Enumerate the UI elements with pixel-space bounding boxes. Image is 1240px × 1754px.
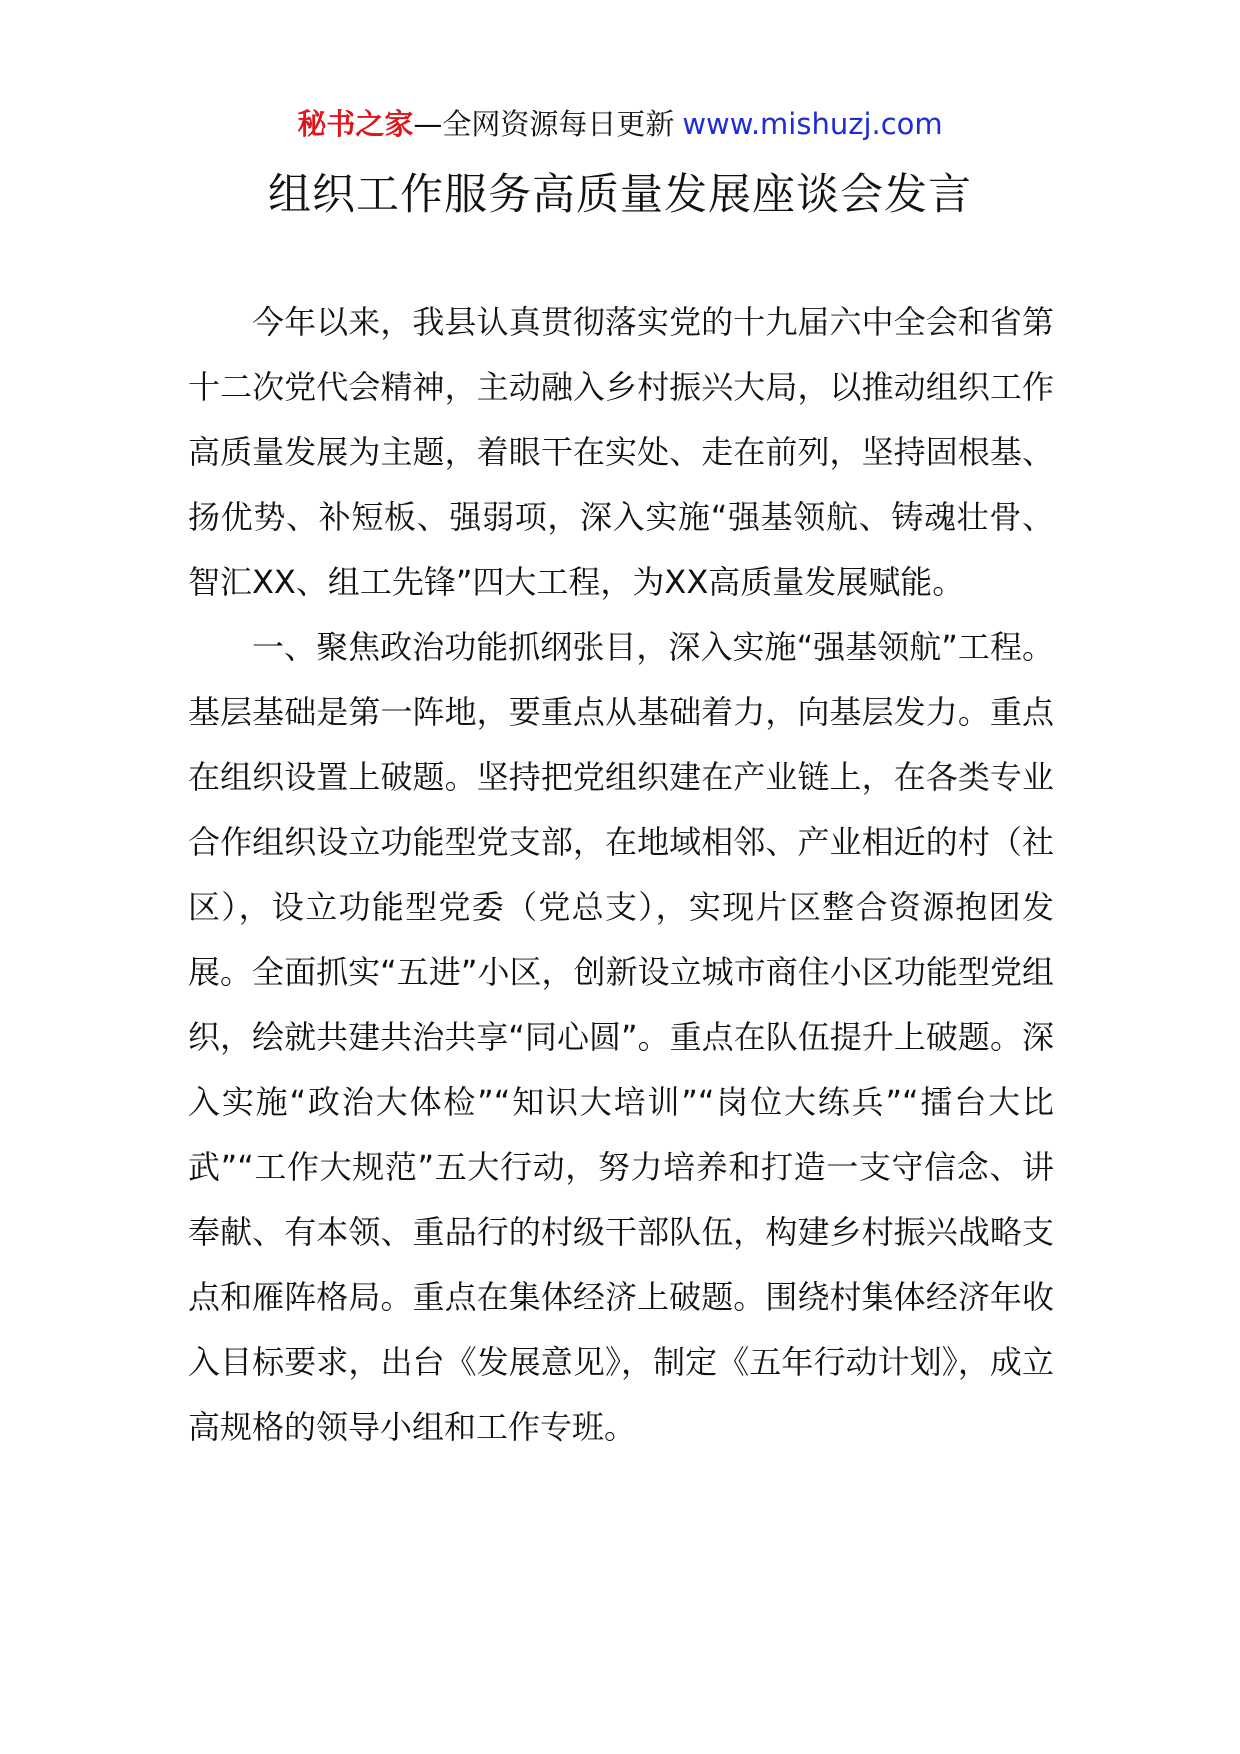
document-title: 组织工作服务高质量发展座谈会发言 (268, 170, 972, 220)
site-url-link[interactable]: www.mishuzj.com (682, 107, 943, 141)
paragraph-intro: 今年以来，我县认真贯彻落实党的十九届六中全会和省第十二次党代会精神，主动融入乡村振兴大局，以推动组织工作高质量发展为主题，着眼干在实处、走在前列，坚持固根基、扬优势、补短板、强弱项，深入实施“强基领航、铸魂壮骨、智汇XX、组工先锋”四大工程，为XX高质量发展赋能。 (188, 303, 1054, 601)
site-header-banner (0, 104, 1240, 144)
document-body (188, 290, 1054, 1460)
header-tagline: —全网资源每日更新 (413, 107, 675, 141)
paragraph-section-one: 一、聚焦政治功能抓纲张目，深入实施“强基领航”工程。基层基础是第一阵地，要重点从基础着力，向基层发力。重点在组织设置上破题。坚持把党组织建在产业链上，在各类专业合作组织设立功能型党支部，在地域相邻、产业相近的村（社区），设立功能型党委（党总支），实现片区整合资源抱团发展。全面抓实“五进”小区，创新设立城市商住小区功能型党组织，绘就共建共治共享“同心圆”。重点在队伍提升上破题。深入实施“政治大体检”“知识大培训”“岗位大练兵”“擂台大比武”“工作大规范”五大行动，努力培养和打造一支守信念、讲奉献、有本领、重品行的村级干部队伍，构建乡村振兴战略支点和雁阵格局。重点在集体经济上破题。围绕村集体经济年收入目标要求，出台《发展意见》，制定《五年行动计划》，成立高规格的领导小组和工作专班。 (188, 628, 1054, 1446)
brand-name: 秘书之家 (297, 107, 414, 141)
